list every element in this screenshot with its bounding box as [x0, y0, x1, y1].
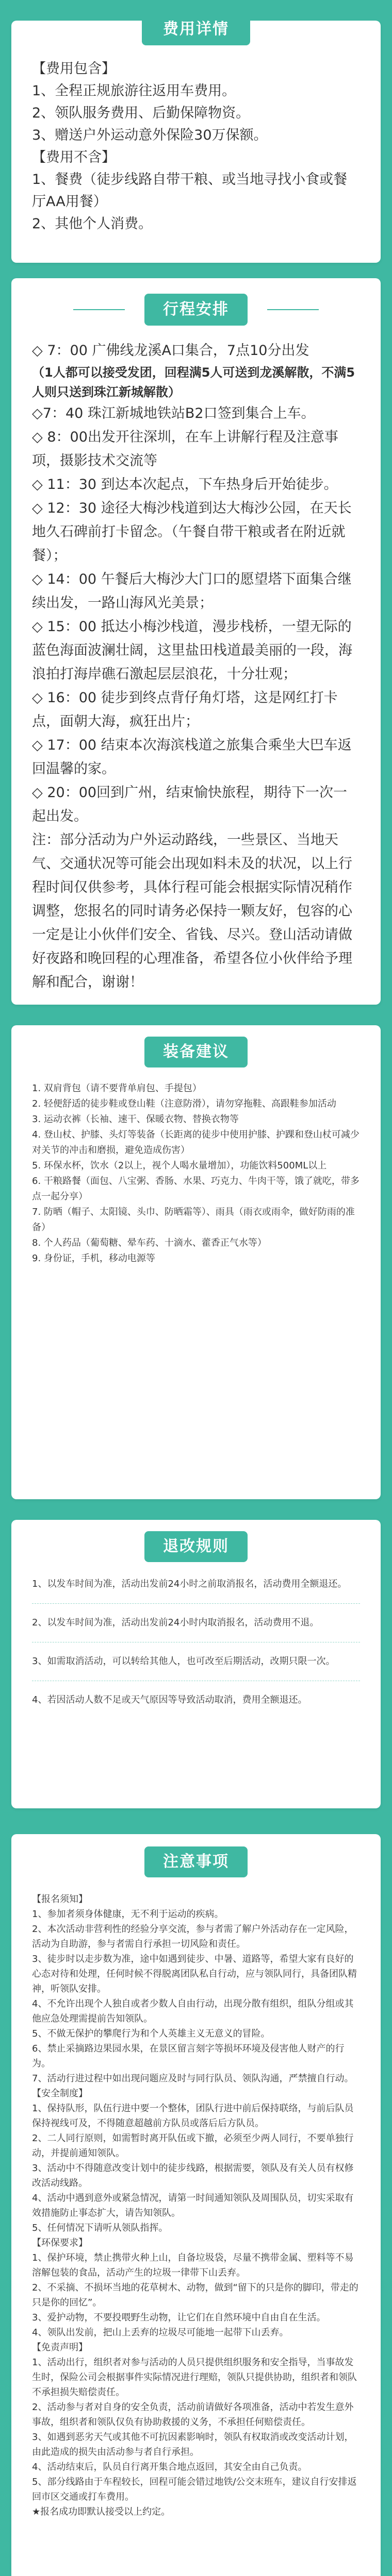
notice-section-header: 【环保要求】	[32, 2238, 88, 2248]
notice-item: 4、不允许出现个人独自或者少数人自由行动，出现分散有组织，组队分组或其他应急处理需提前告知领队。	[32, 1998, 354, 2024]
schedule-item: ◇ 20：00回到广州，结束愉快旅程，期待下一次一起出发。	[32, 785, 348, 824]
gear-item: 4. 登山杖、护膝、头灯等装备（长距离的徒步中使用护膝、护踝和登山杖可减少对关节的冲击和磨损，避免造成伤害）	[32, 1129, 360, 1156]
title-deco-line-left	[73, 309, 125, 310]
notice-section-header: 【安全制度】	[32, 2088, 88, 2099]
notice-item: 2、本次活动非营利性的经验分享交流，参与者需了解户外活动存在一定风险，活动为自助游，参与者需自行承担一切风险和责任。	[32, 1924, 354, 1950]
fee-card	[11, 21, 381, 263]
refund-item: 2、以发车时间为准，活动出发前24小时内取消报名，活动费用不退。	[32, 1617, 319, 1628]
fee-include-item: 2、领队服务费用、后勤保障物资。	[32, 105, 250, 121]
fee-exclude-item: 1、餐费（徒步线路自带干粮、或当地寻找小食或餐厅AA用餐）	[32, 172, 348, 210]
fee-exclude-item: 2、其他个人消费。	[32, 216, 153, 232]
schedule-content	[32, 339, 360, 994]
notice-item: 6、禁止采摘路边果园水果，在景区留言刻字等损坏环境及侵害他人财产的行为。	[32, 2043, 345, 2069]
notice-footer: ★报名成功即默认接受以上约定。	[32, 2506, 171, 2517]
gear-title: 装备建议	[144, 1037, 248, 1067]
notice-item: 2、活动参与者对自身的安全负责，活动前请做好各项准备，活动中若发生意外事故，组织者和领队仅负有协助救援的义务，不承担任何赔偿责任。	[32, 2402, 354, 2428]
refund-item: 4、若因活动人数不足或天气原因等导致活动取消，费用全额退还。	[32, 1694, 307, 1705]
fee-content	[32, 58, 360, 235]
fee-exclude-header: 【费用不含】	[32, 149, 116, 165]
schedule-item: ◇ 8：00出发开往深圳，在车上讲解行程及注意事项，摄影技术交流等	[32, 429, 338, 469]
gear-item: 6. 干粮路餐（面包、八宝粥、香肠、水果、巧克力、牛肉干等，饿了就吃，带多点一起分享）	[32, 1176, 360, 1202]
refund-content	[32, 1577, 360, 1708]
notice-item: 5、任何情况下请听从领队指挥。	[32, 2223, 168, 2233]
notice-item: 3、活动中不得随意改变计划中的徒步线路，根据需要，领队及有关人员有权修改活动线路。	[32, 2163, 354, 2189]
notice-item: 4、活动中遇到意外或紧急情况，请第一时间通知领队及周围队员，切实采取有效措施防止事态扩大，请告知领队。	[32, 2193, 354, 2218]
refund-card	[11, 1520, 381, 1808]
gear-item: 2. 轻便舒适的徒步鞋或登山鞋（注意防滑），请勿穿拖鞋、高跟鞋参加活动	[32, 1098, 336, 1109]
schedule-note: 注：部分活动为户外运动路线，一些景区、当地天气、交通状况等可能会出现如料未及的状况，以上行程时间仅供参考，具体行程可能会根据实际情况稍作调整，您报名的同时请务必保持一颗友好，包容的心一定是让小伙伴们安全、省钱、尽兴。登山活动请做好夜路和晚回程的心理准备，希望各位小伙伴给予理解和配合，谢谢！	[32, 832, 352, 990]
fee-title: 费用详情	[142, 13, 250, 45]
notice-item: 5、不做无保护的攀爬行为和个人英雄主义无意义的冒险。	[32, 2028, 270, 2039]
schedule-card	[11, 278, 381, 1005]
schedule-item: ◇7：40 珠江新城地铁站B2口签到集合上车。	[32, 405, 315, 421]
notice-item: 5、部分线路由于车程较长，回程可能会错过地铁/公交末班车，建议自行安排返回市区交通或打车费用。	[32, 2477, 357, 2502]
divider	[32, 1603, 360, 1604]
notice-item: 3、爱护动物，不要投喂野生动物，让它们在自然环境中自由自在生活。	[32, 2312, 326, 2323]
fee-include-item: 3、赠送户外运动意外保险30万保额。	[32, 127, 268, 143]
fee-include-item: 1、全程正规旅游往返用车费用。	[32, 83, 236, 99]
schedule-item: ◇ 15：00 抵达小梅沙栈道，漫步栈桥，一望无际的蓝色海面波澜壮阔，这里盐田栈道最美丽的一段，海浪拍打海岸礁石激起层层浪花，十分壮观；	[32, 619, 352, 682]
notice-title: 注意事项	[144, 1846, 248, 1877]
notice-section-header: 【免责声明】	[32, 2342, 88, 2353]
schedule-item: ◇ 11：30 到达本次起点，下车热身后开始徒步。	[32, 477, 338, 493]
schedule-item: ◇ 16：00 徒步到终点背仔角灯塔，这是网红打卡点，面朝大海，疯狂出片；	[32, 690, 338, 730]
notice-item: 2、不采摘、不损坏当地的花草树木、动物，做到“留下的只是你的脚印，带走的只是你的回忆”。	[32, 2282, 358, 2308]
notice-item: 1、参加者须身体健康，无不利于运动的疾病。	[32, 1909, 224, 1920]
notice-item: 4、领队出发前，把山上丢弃的垃圾尽可能地一起带下山丢弃。	[32, 2327, 289, 2338]
gear-content	[32, 1081, 360, 1266]
gear-item: 5. 环保水杯，饮水（2以上，视个人喝水量增加），功能饮料500ML以上	[32, 1160, 327, 1171]
notice-item: 1、活动出行，组织者对参与活动的人员只提供组织服务和安全指导，当事故发生时，保险公司会根据事件实际情况进行理赔，领队只提供协助，组织者和领队不承担损失赔偿责任。	[32, 2357, 357, 2398]
gear-item: 8. 个人药品（葡萄糖、晕车药、十滴水、藿香正气水等）	[32, 1238, 267, 1248]
notice-item: 1、保持队形，队伍行进中要一个整体，团队行进中前后保持联络，与前后队员保持视线可及，不得随意超越前方队员或落后后方队员。	[32, 2103, 354, 2129]
fee-include-header: 【费用包含】	[32, 61, 116, 77]
notice-item: 7、活动行进过程中如出现问题应及时与同行队员、领队沟通，严禁擅自行动。	[32, 2073, 354, 2084]
notice-item: 2、二人同行原则，如需暂时离开队伍或下撤，必须至少两人同行，不要单独行动，并提前通知领队。	[32, 2133, 354, 2159]
schedule-item-note: （1人都可以接受发团，回程满5人可送到龙溪解散，不满5人则只送到珠江新城解散）	[32, 365, 355, 399]
gear-item: 3. 运动衣裤（长袖、速干、保暖衣物、替换衣物等	[32, 1114, 239, 1125]
schedule-title: 行程安排	[144, 294, 248, 326]
notice-content	[32, 1892, 360, 2519]
notice-item: 3、徒步时以走步数为准，途中如遇到徒步、中暑、道路等，希望大家有良好的心态对待和处理，任何时候不得脱离团队私自行动，应与领队同行，具备团队精神，听领队安排。	[32, 1954, 357, 1994]
refund-item: 1、以发车时间为准，活动出发前24小时之前取消报名，活动费用全额退还。	[32, 1579, 347, 1589]
gear-item: 1. 双肩背包（请不要背单肩包、手提包）	[32, 1083, 202, 1094]
schedule-item: ◇ 14：00 午餐后大梅沙大门口的愿望塔下面集合继续出发，一路山海风光美景；	[32, 571, 352, 611]
refund-item: 3、如需取消活动，可以转给其他人，也可改至后期活动，改期只限一次。	[32, 1656, 335, 1667]
notice-item: 3、如遇到恶劣天气或其他不可抗因素影响时，领队有权取消或改变活动计划，由此造成的损失由活动参与者自行承担。	[32, 2432, 354, 2458]
gear-item: 9. 身份证，手机，移动电源等	[32, 1253, 155, 1264]
refund-title: 退改规则	[144, 1531, 248, 1562]
notice-section-header: 【报名须知】	[32, 1894, 88, 1905]
schedule-item: ◇ 17：00 结束本次海滨栈道之旅集合乘坐大巴车返回温馨的家。	[32, 737, 352, 777]
notice-item: 4、活动结束后，队员自行离开集合地点返回，其安全由自己负责。	[32, 2462, 307, 2472]
notice-card	[11, 1834, 381, 2576]
gear-card	[11, 1025, 381, 1499]
notice-item: 1、保护环境，禁止携带火种上山，自备垃圾袋，尽量不携带金属、塑料等不易溶解包装的食品，活动产生的垃圾一律带下山丢弃。	[32, 2252, 354, 2278]
schedule-item: ◇ 7：00 广佛线龙溪A口集合，7点10分出发	[32, 343, 309, 359]
title-deco-line-right	[267, 309, 319, 310]
gear-item: 7. 防晒（帽子、太阳镜、头巾、防晒霜等）、雨具（雨衣或雨伞，做好防雨的准备）	[32, 1207, 355, 1233]
schedule-item: ◇ 12：30 途径大梅沙栈道到达大梅沙公园，在天长地久石碑前打卡留念。（午餐自带干粮或者在附近就餐）；	[32, 500, 352, 564]
